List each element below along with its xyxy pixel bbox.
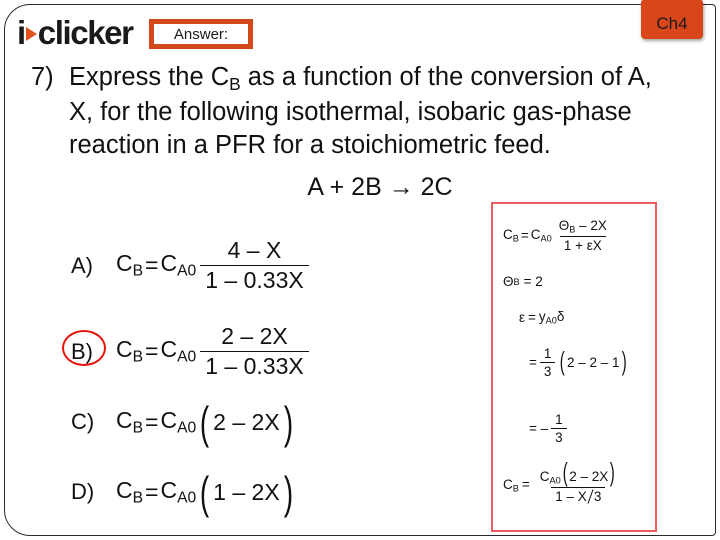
sol6-paren-close: ) xyxy=(610,459,616,487)
option-c-coef-sub: A0 xyxy=(177,419,197,437)
option-c-letter: C) xyxy=(71,409,95,435)
option-a[interactable] xyxy=(71,237,312,294)
option-c-coefficient xyxy=(160,407,196,437)
question-block xyxy=(31,61,681,163)
option-c-equals: = xyxy=(145,408,159,435)
logo-wordmark: clicker xyxy=(37,13,133,51)
sol4-numerator: 1 xyxy=(543,346,552,361)
sol1-fraction xyxy=(555,218,611,253)
option-b-lhs-sub: B xyxy=(132,348,144,366)
sol1-coefficient xyxy=(531,227,552,244)
sol1-lhs xyxy=(503,227,519,244)
question-subscript-b: B xyxy=(229,73,241,94)
sol5-fraction xyxy=(551,412,567,445)
option-b-coef-symbol: C xyxy=(160,336,178,363)
sol4-denominator: 3 xyxy=(540,362,556,379)
sol4-paren-content: 2 – 2 – 1 xyxy=(566,355,620,370)
option-d-lhs-symbol: C xyxy=(116,477,133,503)
option-a-lhs-sub: B xyxy=(132,262,144,280)
option-b-letter xyxy=(71,339,115,365)
sol1-lhs-symbol: C xyxy=(503,227,513,242)
option-d-coefficient xyxy=(160,477,196,507)
sol5-equals: = – xyxy=(529,421,549,436)
option-b-equation xyxy=(115,323,312,380)
sol1-numerator xyxy=(555,218,611,236)
sol4-paren-close: ) xyxy=(621,347,627,376)
sol6-paren-content: 2 – 2X xyxy=(569,469,609,484)
option-a-equation xyxy=(115,237,312,294)
sol1-denominator: 1 + εX xyxy=(560,236,606,253)
option-c-coef-symbol: C xyxy=(160,407,178,433)
chapter-badge xyxy=(641,0,703,39)
sol6-lhs xyxy=(503,477,519,494)
option-c-paren-close: ) xyxy=(283,397,293,449)
option-b-coef-sub: A0 xyxy=(177,348,197,366)
sol6-denominator xyxy=(551,487,605,504)
option-c-paren-content: 2 – 2X xyxy=(213,408,280,435)
option-a-lhs xyxy=(116,250,143,280)
play-triangle-icon xyxy=(26,27,37,41)
chapter-badge-label: Ch4 xyxy=(656,14,688,33)
option-c-lhs-symbol: C xyxy=(116,407,133,433)
answer-box xyxy=(149,19,253,49)
sol3-rhs xyxy=(539,309,564,326)
sol3-epsilon: ε xyxy=(519,309,526,325)
solution-line-1 xyxy=(503,218,614,253)
slide-frame xyxy=(4,4,716,536)
sol1-lhs-sub: B xyxy=(512,233,519,244)
solution-line-6 xyxy=(503,459,624,504)
iclicker-logo xyxy=(17,14,133,50)
option-d-lhs xyxy=(116,477,143,507)
option-b-denominator: 1 – 0.33X xyxy=(200,351,308,380)
red-circle-annotation xyxy=(62,330,106,366)
option-b-lhs-symbol: C xyxy=(116,336,133,363)
sol4-fraction xyxy=(540,346,556,379)
option-b-equals: = xyxy=(145,338,159,364)
option-d-coef-sub: A0 xyxy=(177,489,197,507)
option-c[interactable] xyxy=(71,397,296,449)
reaction-equation: A + 2B → 2C xyxy=(307,173,453,201)
option-b-coefficient xyxy=(160,336,196,366)
solution-line-3 xyxy=(519,309,564,326)
option-d-lhs-sub: B xyxy=(132,489,144,507)
sol6-slash xyxy=(587,489,593,503)
sol5-numerator: 1 xyxy=(555,412,563,427)
sol1-num-sub: B xyxy=(569,224,576,235)
option-a-numerator: 4 – X xyxy=(227,237,282,263)
option-d-paren-open: ( xyxy=(200,467,210,519)
option-b[interactable] xyxy=(71,323,312,380)
sol6-paren-open: ( xyxy=(562,459,568,487)
sol5-denominator: 3 xyxy=(551,428,567,445)
sol1-equals: = xyxy=(520,227,529,243)
option-a-coefficient xyxy=(160,250,196,280)
sol6-numerator xyxy=(536,459,621,487)
option-a-denominator: 1 – 0.33X xyxy=(200,265,308,294)
sol1-coef-symbol: C xyxy=(530,227,541,242)
option-c-lhs-sub: B xyxy=(132,419,144,437)
sol6-den-left: 1 – X xyxy=(555,488,587,504)
sol3-equals: = xyxy=(528,309,536,325)
option-a-coef-sub: A0 xyxy=(177,262,197,280)
sol6-num-coef-sub: A0 xyxy=(549,475,561,486)
option-d-letter: D) xyxy=(71,479,95,505)
sol3-rhs-sub: A0 xyxy=(545,315,557,326)
sol6-den-right: 3 xyxy=(593,488,602,504)
option-b-lhs xyxy=(116,336,143,366)
solution-box xyxy=(491,202,657,532)
sol2-theta-sub: B xyxy=(513,276,520,287)
sol6-lhs-symbol: C xyxy=(503,476,513,492)
option-b-numerator: 2 – 2X xyxy=(221,323,288,349)
solution-line-2 xyxy=(503,274,543,289)
sol2-value: = 2 xyxy=(523,274,543,289)
option-d-equals: = xyxy=(145,478,159,505)
sol6-lhs-sub: B xyxy=(512,483,519,494)
question-text xyxy=(69,61,681,163)
option-a-lhs-symbol: C xyxy=(116,250,133,277)
sol2-theta: Θ xyxy=(503,274,514,289)
option-c-equation xyxy=(115,397,296,449)
solution-line-5 xyxy=(529,412,570,445)
sol1-num-rest: – 2X xyxy=(575,218,607,233)
option-a-letter: A) xyxy=(71,252,93,278)
option-b-letter-text: B) xyxy=(71,338,93,364)
option-a-equals: = xyxy=(145,252,159,278)
sol3-rhs-delta: δ xyxy=(556,309,565,324)
option-c-lhs xyxy=(116,407,143,437)
option-d-paren-close: ) xyxy=(283,467,293,519)
sol1-coef-sub: A0 xyxy=(540,233,552,244)
sol6-num-coef: C xyxy=(539,469,550,484)
sol4-equals: = xyxy=(529,355,537,370)
solution-line-4 xyxy=(529,346,628,379)
sol6-equals: = xyxy=(521,477,530,493)
question-number: 7) xyxy=(31,63,54,91)
option-b-fraction xyxy=(200,323,308,380)
question-line-2: X, for the following isothermal, isobaric gas-phase xyxy=(69,97,632,126)
question-line-1b: as a function of the conversion of A, xyxy=(240,63,652,91)
sol6-fraction xyxy=(536,459,621,504)
option-c-paren-open: ( xyxy=(200,397,210,449)
answer-label: Answer: xyxy=(173,25,229,43)
logo-letter-i: i xyxy=(17,13,25,51)
option-a-fraction xyxy=(200,237,308,294)
question-line-3: reaction in a PFR for a stoichiometric feed. xyxy=(69,131,551,160)
option-d-coef-symbol: C xyxy=(160,477,178,503)
option-d-paren-content: 1 – 2X xyxy=(213,478,280,505)
question-line-1a: Express the C xyxy=(69,63,230,91)
sol4-paren-open: ( xyxy=(560,347,566,376)
option-a-coef-symbol: C xyxy=(160,250,178,277)
option-d-equation xyxy=(115,467,296,519)
sol1-num-theta: Θ xyxy=(558,218,570,233)
option-d[interactable] xyxy=(71,467,296,519)
sol3-rhs-symbol: y xyxy=(538,309,546,324)
